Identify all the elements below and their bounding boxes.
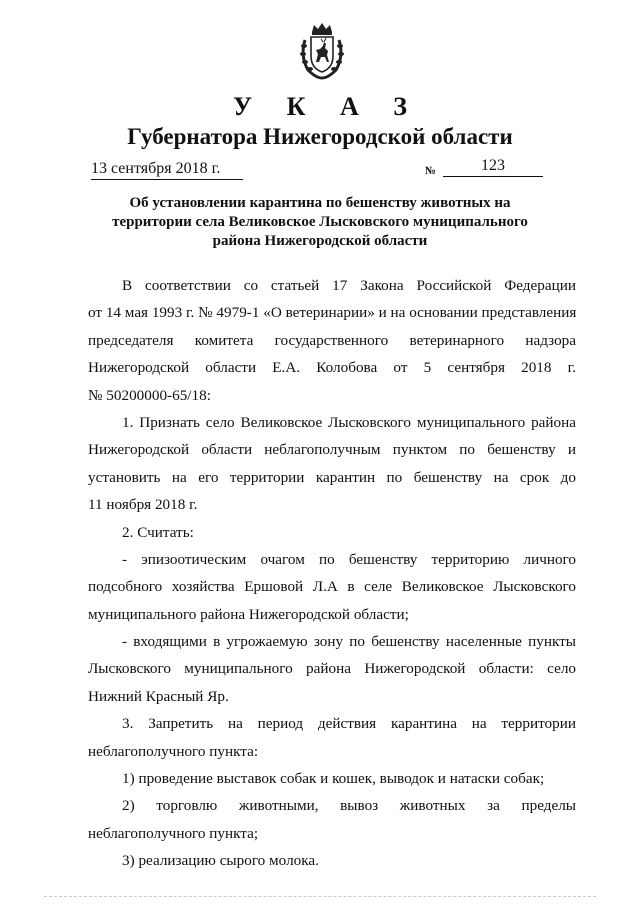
body-line: Нижегородской области Е.А. Колобова от 5 сентября 2018 г. [88,359,576,377]
document-number: 123 [443,157,543,177]
document-title: У К А З [233,92,421,121]
body-line: неблагополучного пункта: [88,742,259,760]
body-line: председателя комитета государственного ветеринарного надзора [88,331,576,349]
body-line: Лысковского муниципального района Нижегородской области: село [88,660,576,678]
body-line: 3) реализацию сырого молока. [122,852,319,870]
body-line: В соответствии со статьей 17 Закона Российской Федерации [122,277,576,294]
body-line: муниципального района Нижегородской области; [88,605,409,623]
body-line: № 50200000-65/18: [88,386,211,404]
body-line: от 14 мая 1993 г. № 4979-1 «О ветеринарии» и на основании представления [88,304,577,322]
body-line: 1) проведение выставок собак и кошек, выводок и натаски собак; [122,770,545,788]
body-line: 1. Признать село Великовское Лысковского муниципального района [122,413,576,431]
coat-of-arms-icon [296,22,348,80]
body-line: неблагополучного пункта; [88,824,259,842]
body-line: - эпизоотическим очагом по бешенству территорию личного [122,550,576,568]
body-line: - входящими в угрожаемую зону по бешенству населенные пункты [122,633,576,651]
document-subject [80,194,560,251]
subject-line: территории села Великовское Лысковского муниципального [112,214,528,230]
body-line: 3. Запретить на период действия карантина на территории [122,715,576,733]
bottom-rule [44,896,596,897]
body-line: 11 ноября 2018 г. [88,496,198,514]
body-line: установить на его территории карантин по бешенству на срок до [88,468,576,486]
body-line: подсобного хозяйства Ершовой Л.А в селе Великовское Лысковского [88,578,576,596]
body-line: 2. Считать: [122,523,194,541]
subject-line: Об установлении карантина по бешенству животных на [129,195,511,211]
body-line: Нижний Красный Яр. [88,687,229,705]
number-label: № [425,165,437,177]
issuer-title: Губернатора Нижегородской области [127,124,513,149]
body-line: 2) торговлю животными, вывоз животных за пределы [122,797,576,815]
subject-line: района Нижегородской области [212,233,428,249]
document-body [88,272,576,875]
document-date: 13 сентября 2018 г. [91,160,243,180]
body-line: Нижегородской области неблагополучным пунктом по бешенству и [88,441,576,459]
